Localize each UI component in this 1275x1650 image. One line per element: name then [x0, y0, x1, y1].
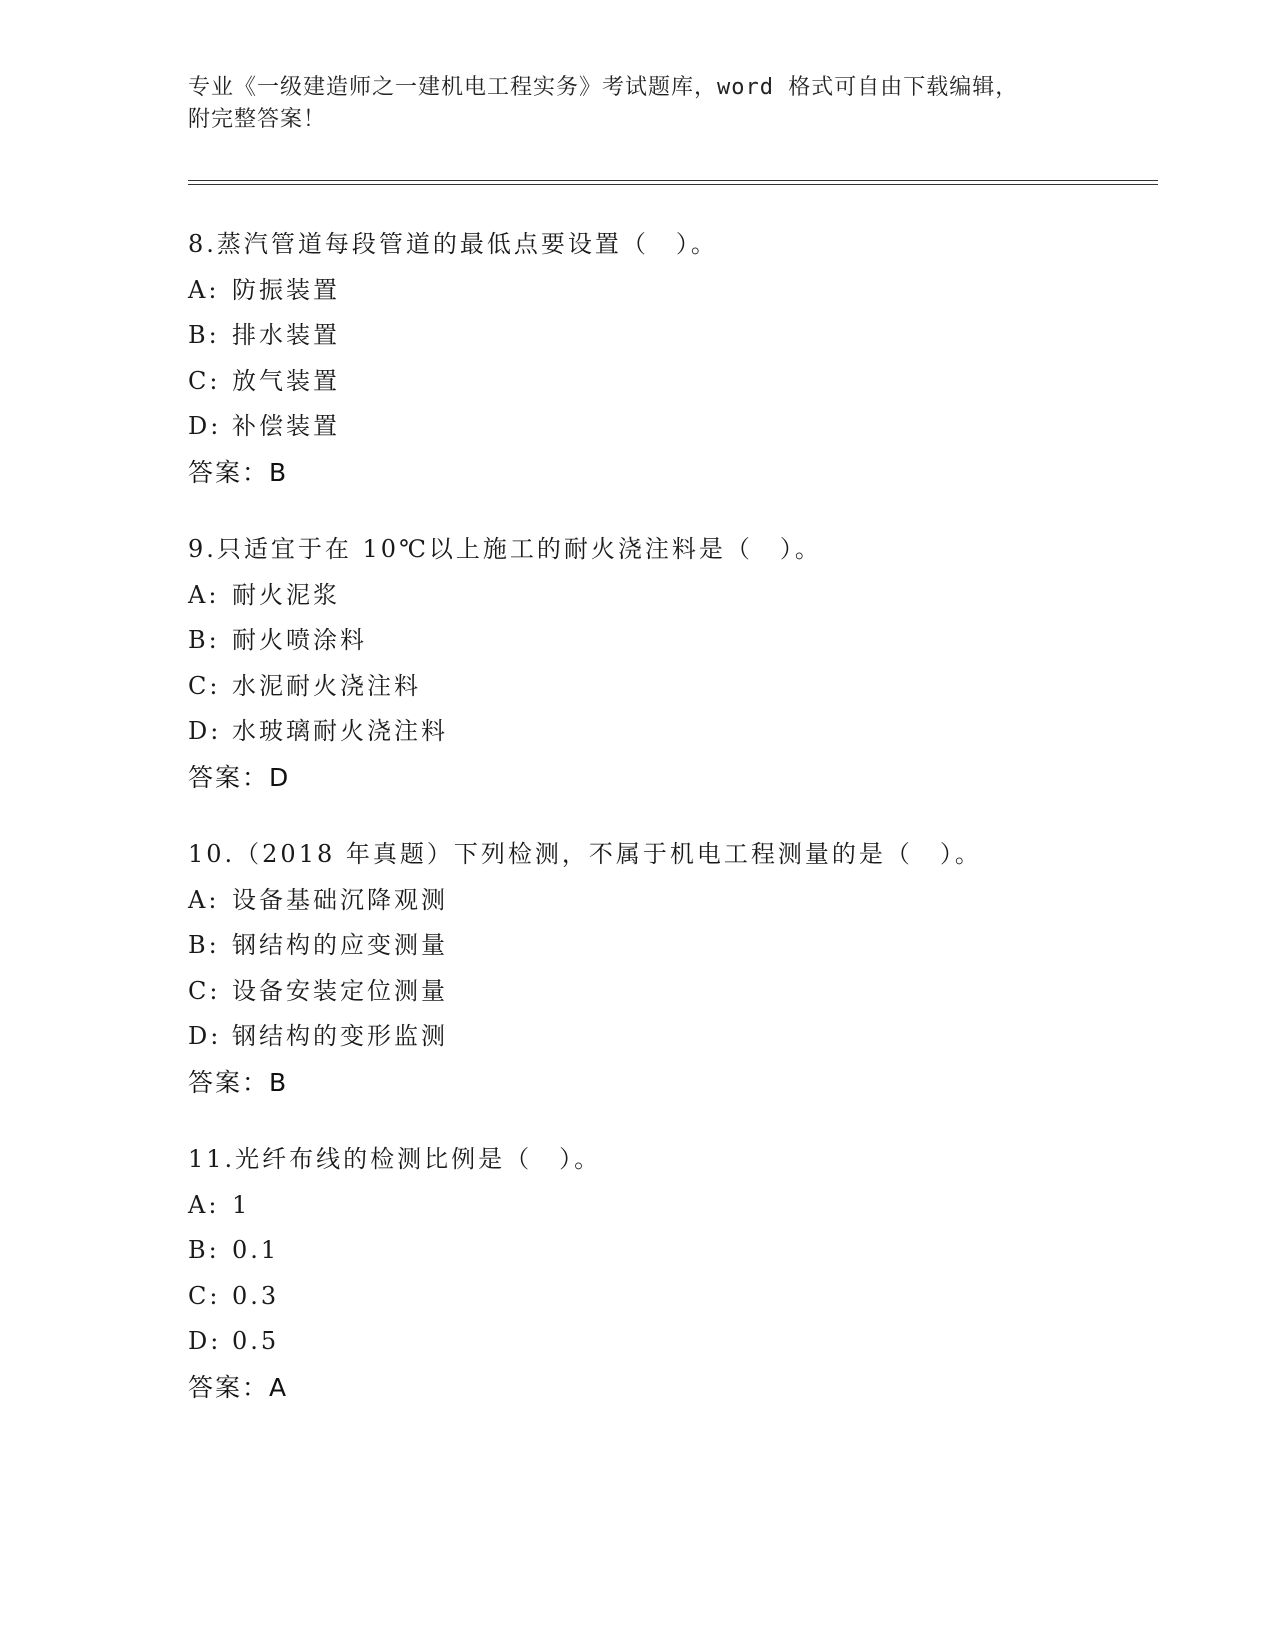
option-b: [188, 313, 1158, 359]
option-text: 水玻璃耐火浇注料: [232, 717, 448, 745]
option-key: B:: [188, 321, 220, 349]
option-key: C:: [188, 671, 221, 700]
question-stem: 10.（2018 年真题）下列检测，不属于机电工程测量的是（ ）。: [188, 840, 982, 868]
option-b: [188, 923, 1158, 969]
option-b: [188, 618, 1158, 664]
option-a: [188, 878, 1158, 924]
answer-line: 答案：D: [188, 762, 291, 792]
option-key: D:: [188, 717, 222, 745]
option-text: 耐火喷涂料: [232, 626, 367, 654]
option-a: [188, 1183, 1158, 1229]
question-8: [188, 222, 1158, 495]
option-key: A:: [188, 580, 220, 609]
question-9: [188, 527, 1158, 800]
question-stem: 11.光纤布线的检测比例是（ ）。: [188, 1145, 602, 1173]
question-stem: 9.只适宜于在 10℃以上施工的耐火浇注料是（ ）。: [188, 535, 822, 563]
option-d: [188, 1319, 1158, 1365]
option-key: C:: [188, 366, 221, 395]
option-text: 耐火泥浆: [232, 580, 340, 609]
option-text: 设备基础沉降观测: [232, 885, 448, 914]
option-a: [188, 268, 1158, 314]
answer-line: 答案：B: [188, 1067, 289, 1097]
header-divider: [188, 180, 1158, 185]
option-key: D:: [188, 412, 222, 440]
option-text: 排水装置: [232, 321, 340, 349]
option-c: [188, 359, 1158, 405]
option-key: A:: [188, 275, 220, 304]
option-text: 0.1: [232, 1236, 280, 1264]
option-text: 1: [232, 1190, 251, 1219]
answer-line: 答案：B: [188, 457, 289, 487]
option-a: [188, 573, 1158, 619]
option-text: 0.5: [232, 1327, 280, 1355]
header-line-1: 专业《一级建造师之一建机电工程实务》考试题库，word 格式可自由下载编辑，: [188, 75, 1019, 100]
option-key: C:: [188, 976, 221, 1005]
question-11: [188, 1137, 1158, 1410]
header-line-2: 附完整答案！: [188, 107, 327, 132]
option-d: [188, 1014, 1158, 1060]
document-header: [188, 72, 1088, 136]
option-key: A:: [188, 885, 220, 914]
option-text: 设备安装定位测量: [232, 976, 448, 1005]
option-key: D:: [188, 1327, 222, 1355]
option-key: B:: [188, 1236, 220, 1264]
option-text: 0.3: [232, 1281, 280, 1310]
option-text: 钢结构的变形监测: [232, 1022, 448, 1050]
option-key: C:: [188, 1281, 221, 1310]
option-key: D:: [188, 1022, 222, 1050]
option-key: B:: [188, 626, 220, 654]
question-10: [188, 832, 1158, 1105]
option-d: [188, 709, 1158, 755]
option-text: 钢结构的应变测量: [232, 931, 448, 959]
option-c: [188, 664, 1158, 710]
option-key: A:: [188, 1190, 220, 1219]
option-text: 防振装置: [232, 275, 340, 304]
option-text: 放气装置: [232, 366, 340, 395]
option-key: B:: [188, 931, 220, 959]
option-b: [188, 1228, 1158, 1274]
question-stem: 8.蒸汽管道每段管道的最低点要设置（ ）。: [188, 230, 718, 258]
option-d: [188, 404, 1158, 450]
option-c: [188, 969, 1158, 1015]
option-text: 补偿装置: [232, 412, 340, 440]
option-text: 水泥耐火浇注料: [232, 671, 421, 700]
answer-line: 答案：A: [188, 1372, 289, 1402]
option-c: [188, 1274, 1158, 1320]
